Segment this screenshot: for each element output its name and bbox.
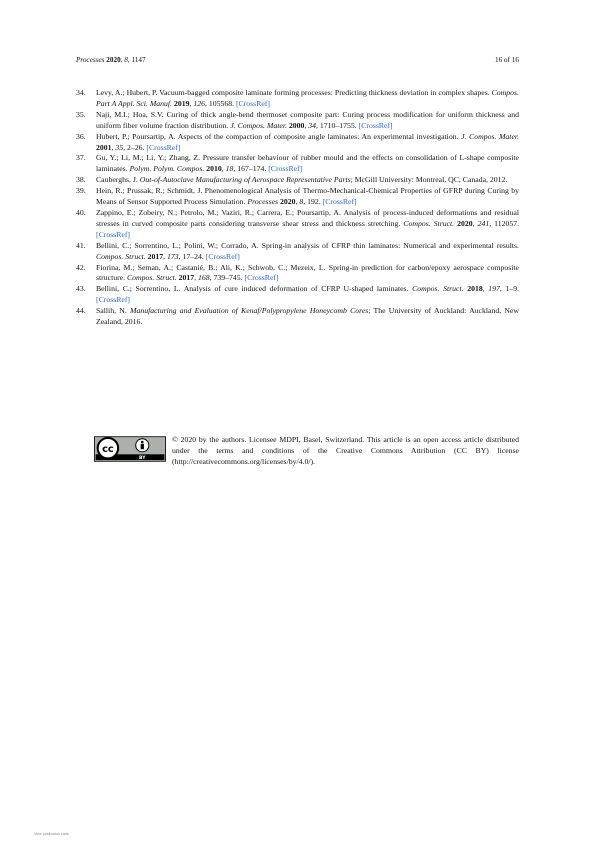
- article-number: 1147: [131, 56, 146, 64]
- reference-segment: ; McGill University: Montreal, QC, Canada, 2012.: [350, 175, 508, 185]
- reference-year: 2010: [206, 164, 222, 174]
- reference-number: 38.: [76, 175, 86, 185]
- reference-item: [76, 175, 519, 186]
- reference-italic: J. Compos. Mater.: [230, 120, 287, 130]
- reference-year: 2001: [96, 142, 112, 152]
- reference-year: 2019: [173, 98, 190, 108]
- reference-segment: Sallih, N.: [96, 306, 130, 316]
- crossref-link[interactable]: [CrossRef]: [244, 273, 279, 283]
- by-badge-text: BY: [139, 456, 146, 462]
- reference-text: [96, 306, 519, 328]
- crossref-link[interactable]: [CrossRef]: [358, 120, 393, 130]
- reference-italic: 34: [308, 120, 316, 130]
- reference-italic: Processes: [247, 197, 279, 207]
- reference-segment: ,: [482, 284, 489, 294]
- reference-segment: Bellini, C.; Sorrentino, L.; Polini, W.; Corrado, A. Spring-in analysis of CFRP thin laminates: Numerical and experimental results.: [96, 240, 519, 250]
- reference-segment: , 1–9.: [499, 284, 520, 294]
- reference-italic: 168: [198, 273, 210, 283]
- reference-segment: , 17–24.: [178, 251, 206, 261]
- reference-text: [96, 132, 519, 154]
- license-block: [76, 434, 519, 474]
- cc-by-license-icon[interactable]: [94, 436, 166, 462]
- reference-item: [76, 132, 519, 154]
- reference-text: [96, 110, 519, 132]
- reference-segment: , 192.: [303, 197, 323, 207]
- crossref-link[interactable]: [CrossRef]: [146, 142, 181, 152]
- reference-number: 37.: [76, 153, 86, 163]
- reference-segment: , 1710–1755.: [316, 120, 359, 130]
- reference-number: 34.: [76, 88, 86, 97]
- reference-item: [76, 153, 519, 175]
- reference-segment: Hein, R.; Prussak, R.; Schmidt, J. Phenomenological Analysis of Thermo-Mechanical-Chemical Properties of GFRP during Curing by Means of Sensor Supported Process Simulation.: [96, 186, 519, 207]
- crossref-link[interactable]: [CrossRef]: [268, 164, 303, 174]
- reference-text: [96, 88, 519, 110]
- reference-number: 43.: [76, 284, 86, 294]
- journal-name: Processes: [76, 56, 105, 64]
- reference-italic: 8: [299, 197, 304, 207]
- reference-segment: , 105568.: [204, 98, 236, 108]
- crossref-link[interactable]: [CrossRef]: [96, 229, 131, 239]
- reference-segment: Hubert, P.; Poursartip, A. Aspects of the compaction of composite angle laminates: An experimental investigation.: [96, 131, 462, 141]
- reference-text: [96, 175, 519, 186]
- reference-number: 42.: [76, 262, 86, 272]
- reference-italic: J. Compos. Mater.: [461, 131, 519, 141]
- reference-segment: Levy, A.; Hubert, P. Vacuum-bagged composite laminate forming processes: Predicting thickness deviation in complex shapes.: [96, 88, 492, 97]
- reference-number: 40.: [76, 207, 86, 217]
- reference-item: [76, 208, 519, 241]
- reference-italic: Compos. Struct.: [127, 273, 177, 283]
- reference-number: 41.: [76, 240, 86, 250]
- crossref-link[interactable]: [CrossRef]: [205, 251, 240, 261]
- reference-number: 39.: [76, 186, 86, 196]
- reference-segment: ,: [189, 98, 194, 108]
- reference-italic: 173: [167, 251, 179, 261]
- reference-italic: 126: [193, 98, 205, 108]
- cc-badge-text: cc: [102, 443, 114, 455]
- reference-number: 44.: [76, 306, 86, 316]
- running-header: [76, 56, 519, 68]
- reference-segment: ,: [194, 273, 199, 283]
- reference-text: [96, 284, 519, 306]
- reference-italic: Compos. Struct.: [96, 251, 146, 261]
- reference-year: 2017: [147, 251, 164, 261]
- reference-segment: Bellini, C.; Sorrentino, L. Analysis of cure induced deformation of CFRP U-shaped laminates.: [96, 284, 413, 294]
- reference-item: [76, 263, 519, 285]
- reference-year: 2020: [457, 218, 473, 228]
- reference-segment: ,: [472, 218, 478, 228]
- reference-segment: Fiorina, M.; Seman, A.; Castanié, B.; Ali, K.; Schwob, C.; Mezeix, L. Spring-in prediction for carbon/epoxy aerospace composite structure.: [96, 262, 519, 283]
- reference-italic: Compos. Struct.: [412, 284, 464, 294]
- reference-segment: ,: [111, 142, 116, 152]
- reference-italic: Compos. Part A Appl. Sci. Manuf.: [96, 88, 519, 108]
- reference-italic: Manufacturing and Evaluation of Kenaf/Polypropylene Honeycomb Cores: [130, 306, 369, 316]
- reference-segment: , 167–174.: [233, 164, 269, 174]
- reference-italic: 35: [115, 142, 124, 152]
- reference-italic: Compos. Struct.: [403, 218, 455, 228]
- reference-number: 36.: [76, 131, 86, 141]
- reference-segment: , 739–745.: [209, 273, 245, 283]
- reference-list: [76, 88, 519, 328]
- reference-segment: ,: [221, 164, 226, 174]
- reference-number: 35.: [76, 109, 86, 119]
- reference-item: [76, 306, 519, 328]
- reference-italic: Out-of-Autoclave Manufacturing of Aerospace Representative Parts: [139, 175, 351, 185]
- crossref-link[interactable]: [CrossRef]: [322, 197, 357, 207]
- page-number: 16 of 16: [495, 56, 519, 64]
- reference-year: 2017: [178, 273, 195, 283]
- journal-volume: 8: [124, 56, 128, 64]
- reference-item: [76, 110, 519, 132]
- crossref-link[interactable]: [CrossRef]: [96, 295, 131, 305]
- license-text: © 2020 by the authors. Licensee MDPI, Basel, Switzerland. This article is an open access article distributed under the terms and conditions of the Creative Commons Attribution (CC BY) license (http://creativecommons.org/licenses/by/4.0/).: [172, 435, 519, 466]
- reference-year: 2020: [280, 197, 296, 207]
- reference-italic: 18: [225, 164, 234, 174]
- reference-segment: ,: [295, 197, 300, 207]
- reference-item: [76, 88, 519, 110]
- reference-segment: , 112057.: [489, 218, 520, 228]
- reference-segment: Naji, M.I.; Hoa, S.V. Curing of thick angle-bend thermoset composite part: Curing process modification for uniform thickness and uniform fiber volume fraction distribution.: [96, 109, 519, 130]
- reference-segment: ,: [163, 251, 168, 261]
- journal-citation: Processes 2020, 8, 1147: [76, 56, 146, 64]
- reference-text: [96, 153, 519, 175]
- publication-stats-link[interactable]: View publication stats: [34, 832, 69, 836]
- reference-segment: Cauberghs, J.: [96, 175, 140, 185]
- reference-segment: ; The University of Auckland: Auckland, New Zealand, 2016.: [96, 306, 519, 327]
- reference-segment: Zappino, E.; Zobeiry, N.; Petrolo, M.; Vaziri, R.; Carrera, E.; Poursartip, A. Analysis of process-induced deformations and residual stresses in curved composite parts considering transverse shear stress and thickness stretching.: [96, 207, 519, 228]
- reference-text: [96, 241, 519, 263]
- crossref-link[interactable]: [CrossRef]: [235, 98, 270, 108]
- reference-text: [96, 186, 519, 208]
- reference-segment: , 2–26.: [123, 142, 147, 152]
- reference-text: [96, 263, 519, 285]
- reference-item: [76, 284, 519, 306]
- reference-italic: 241: [477, 218, 490, 228]
- reference-year: 2000: [288, 120, 305, 130]
- reference-segment: ,: [304, 120, 309, 130]
- reference-text: [96, 208, 519, 241]
- reference-item: [76, 241, 519, 263]
- reference-segment: Gu, Y.; Li, M.; Li, Y.; Zhang, Z. Pressure transfer behaviour of rubber mould and the effects on consolidation of L-shape composite laminates.: [96, 153, 519, 174]
- reference-year: 2018: [467, 284, 483, 294]
- reference-italic: Polym. Polym. Compos.: [129, 164, 205, 174]
- journal-year: 2020: [106, 56, 121, 64]
- reference-item: [76, 186, 519, 208]
- reference-italic: 197: [488, 284, 500, 294]
